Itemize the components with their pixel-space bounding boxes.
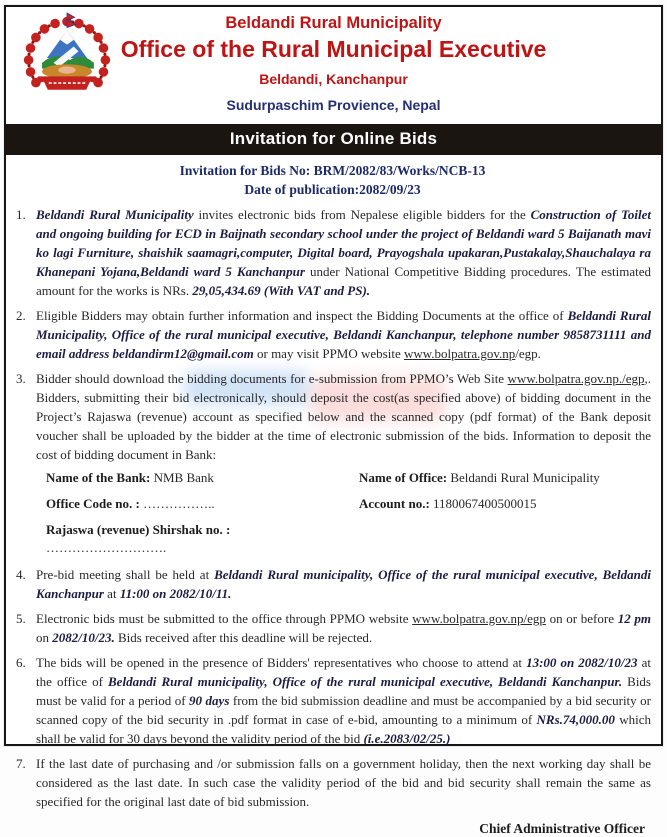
item-number: 6. [14, 653, 36, 748]
bank-field-label: Name of Office: [359, 470, 450, 485]
bank-field-value: 1180067400500015 [433, 496, 537, 511]
bank-field-label: Account no.: [359, 496, 433, 511]
list-item [14, 306, 651, 363]
office-name: Office of the Rural Municipal Executive [16, 36, 651, 63]
bank-field-label: Rajaswa (revenue) Shirshak no. : [46, 522, 230, 537]
text-run: 13:00 on 2082/10/23 [526, 655, 637, 670]
item-number: 1. [14, 205, 36, 300]
bank-field [46, 495, 351, 513]
item-number: 2. [14, 306, 36, 363]
text-run: 11:00 on 2082/10/11. [120, 586, 232, 601]
item-text [36, 653, 651, 748]
bank-field [46, 521, 351, 557]
text-run: The bids will be opened in the presence of Bidders' representatives who choose to attend at [36, 655, 526, 670]
notice-page [4, 5, 663, 746]
text-run: at the office of [36, 655, 651, 689]
text-run: Beldandi Rural municipality, Office of the rural municipal executive, Beldandi Kanchanpur. [108, 674, 622, 689]
bank-field [46, 469, 351, 487]
item-number: 5. [14, 609, 36, 647]
text-run: Bids received after this deadline will be rejected. [115, 630, 372, 645]
text-run: Eligible Bidders may obtain further information and inspect the Bidding Documents at the office of [36, 308, 568, 323]
text-run: Beldandi Rural municipality, Office of the rural municipal executive, Beldandi Kanchanpur [36, 567, 651, 601]
text-run: 12 pm [618, 611, 651, 626]
list-item [14, 565, 651, 603]
text-run: ,. Bidders, submitting their bid electronically, should deposit the cost(as specified above) of bidding document in the Project’s Rajaswa (revenue) account as specified below and the scanned copy (pdf format) of the Bank deposit voucher shall be uploaded by the bidder at the time of electronic submission of the bids. Information to deposit the cost of bidding document in Bank: [36, 371, 651, 462]
publication-date-line: Date of publication:2082/09/23 [14, 180, 651, 199]
text-run: Pre-bid meeting shall be held at [36, 567, 214, 582]
item-number: 7. [14, 754, 36, 811]
text-run: 29,05,434.69 (With VAT and PS). [192, 283, 370, 298]
province-line: Sudurpaschim Provience, Nepal [16, 97, 651, 116]
text-run: NRs.74,000.00 [537, 712, 615, 727]
bank-field-value: Beldandi Rural Municipality [450, 470, 599, 485]
notice-body [6, 155, 661, 837]
item-number: 3. [14, 369, 36, 559]
text-run: at [104, 586, 120, 601]
text-run: (i.e.2083/02/25.) [363, 731, 450, 746]
link-url[interactable]: www.bolpatra.gov.np/egp [412, 611, 546, 626]
bank-field [359, 495, 651, 513]
bank-field [359, 521, 651, 557]
address-line: Beldandi, Kanchanpur [16, 71, 651, 87]
bank-field-label: Office Code no. : [46, 496, 143, 511]
item-text [36, 369, 651, 559]
list-item [14, 653, 651, 748]
notice-title: Invitation for Online Bids [230, 129, 437, 148]
text-run: Beldandi Rural Municipality, Office of the rural municipal executive, Beldandi Kanchanpur, telephone number 9858731111 and email address beldandirm12@gmail.com [36, 308, 651, 361]
item-text [36, 205, 651, 300]
nepal-government-emblem-logo [19, 11, 115, 109]
bank-details [46, 469, 651, 557]
municipality-name: Beldandi Rural Municipality [16, 14, 651, 33]
bank-field-value: NMB Bank [154, 470, 214, 485]
list-item [14, 609, 651, 647]
list-item [14, 754, 651, 811]
bank-field-label: Name of the Bank: [46, 470, 154, 485]
text-run: invites electronic bids from Nepalese eligible bidders for the [194, 207, 531, 222]
text-run: from the bid submission deadline and must be accompanied by a bid security or scanned copy of the bid security in .pdf format in case of e-bid, amounting to a minimum of [36, 693, 651, 727]
link-url[interactable]: www.bolpatra.gov.np [404, 346, 515, 361]
text-run: 2082/10/23. [52, 630, 114, 645]
item-text [36, 565, 651, 603]
document-header [6, 7, 661, 124]
text-run: Electronic bids must be submitted to the office through PPMO website [36, 611, 412, 626]
text-run: or may visit PPMO website [254, 346, 404, 361]
text-run: Construction of Toilet and ongoing building for ECD in Baijnath secondary school under the project of Beldandi ward 5 Baijanath mavi ko lagi Furniture, shaishik saamagri,computer, Digital board, Prayogshala upakaran,Pustakalay,Shauchalaya ra Khanepani Yojana,Beldandi ward 5 Kanchanpur [36, 207, 651, 279]
item-text [36, 306, 651, 363]
notice-title-banner [6, 124, 661, 155]
text-run: If the last date of purchasing and /or submission falls on a government holiday, then the next working day shall be considered as the last date. In such case the validity period of the bid and bid security shall remain the same as specified for the original last date of bid submission. [36, 756, 651, 809]
item-text [36, 609, 651, 647]
text-run: which shall be valid for 30 days beyond the validity period of the bid [36, 712, 651, 746]
text-run: Bids must be valid for a period of [36, 674, 651, 708]
link-url[interactable]: www.bolpatra.gov.np./egp [508, 371, 645, 386]
item-number: 4. [14, 565, 36, 603]
text-run: /egp. [515, 346, 541, 361]
list-item [14, 205, 651, 300]
text-run: on or before [546, 611, 618, 626]
bid-items [14, 205, 651, 811]
text-run: on [36, 630, 52, 645]
text-run: Bidder should download the bidding documents for e-submission from PPMO’s Web Site [36, 371, 508, 386]
signature-title: Chief Administrative Officer [14, 821, 645, 837]
text-run: 90 days [189, 693, 229, 708]
text-run: Beldandi Rural Municipality [36, 207, 194, 222]
item-text [36, 754, 651, 811]
text-run: under National Competitive Bidding procedures. The estimated amount for the works is NRs. [36, 264, 651, 298]
bid-number-line: Invitation for Bids No: BRM/2082/83/Works/NCB-13 [14, 161, 651, 180]
list-item [14, 369, 651, 559]
bank-field-value: …………….. [143, 496, 215, 511]
bank-field [359, 469, 651, 487]
bank-field-value: ………………………. [46, 540, 166, 555]
